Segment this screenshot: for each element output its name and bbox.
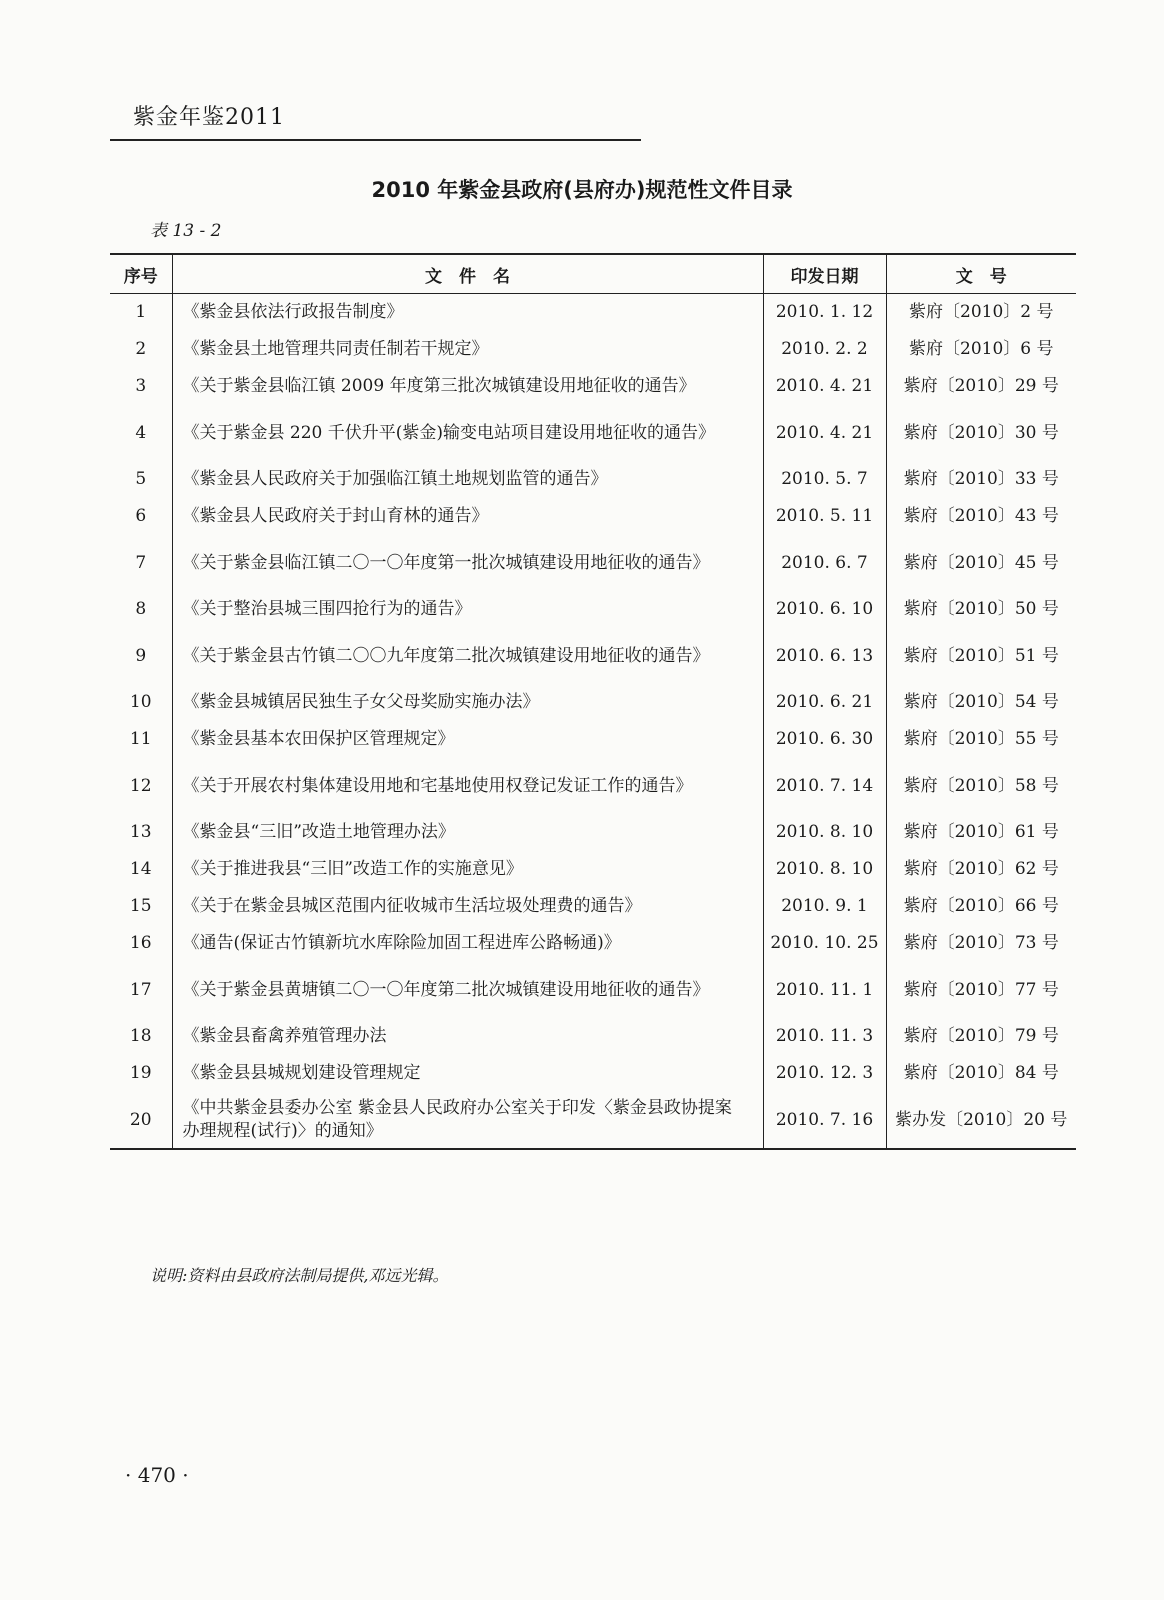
table-row	[110, 758, 1076, 814]
document-ref: 紫府〔2010〕66 号	[886, 888, 1076, 925]
table-row	[110, 1092, 1076, 1149]
row-number: 7	[135, 552, 147, 573]
document-ref: 紫府〔2010〕33 号	[886, 461, 1076, 498]
document-ref: 紫府〔2010〕45 号	[886, 535, 1076, 591]
table-row	[110, 498, 1076, 535]
running-head: 紫金年鉴2011	[133, 105, 285, 130]
document-name: 《通告(保证古竹镇新坑水库除险加固工程进库公路畅通)》	[172, 925, 763, 962]
row-number: 19	[129, 1063, 152, 1083]
issue-date: 2010. 6. 21	[763, 684, 886, 721]
row-number: 12	[129, 775, 152, 796]
issue-date: 2010. 12. 3	[763, 1055, 886, 1092]
table-row	[110, 1018, 1076, 1055]
row-number: 10	[129, 692, 152, 712]
table-row	[110, 851, 1076, 888]
row-number: 13	[129, 822, 152, 842]
issue-date: 2010. 8. 10	[763, 814, 886, 851]
table-row	[110, 721, 1076, 758]
table-row	[110, 684, 1076, 721]
issue-date: 2010. 6. 13	[763, 628, 886, 684]
column-header-date: 印发日期	[763, 254, 886, 294]
issue-date: 2010. 4. 21	[763, 368, 886, 405]
document-ref: 紫办发〔2010〕20 号	[886, 1092, 1076, 1149]
issue-date: 2010. 7. 16	[763, 1092, 886, 1149]
row-number: 18	[129, 1026, 152, 1046]
table-row	[110, 591, 1076, 628]
document-ref: 紫府〔2010〕73 号	[886, 925, 1076, 962]
row-number: 15	[129, 896, 152, 916]
issue-date: 2010. 4. 21	[763, 405, 886, 461]
table-row	[110, 294, 1076, 332]
row-number: 6	[135, 506, 147, 526]
document-name: 《紫金县“三旧”改造土地管理办法》	[172, 814, 763, 851]
document-ref: 紫府〔2010〕61 号	[886, 814, 1076, 851]
document-name: 《中共紫金县委办公室 紫金县人民政府办公室关于印发〈紫金县政协提案办理规程(试行)〉的通知》	[172, 1092, 763, 1149]
document-ref: 紫府〔2010〕30 号	[886, 405, 1076, 461]
document-name: 《关于紫金县黄塘镇二〇一〇年度第二批次城镇建设用地征收的通告》	[172, 962, 763, 1018]
row-number: 16	[129, 933, 152, 953]
document-name: 《紫金县畜禽养殖管理办法	[172, 1018, 763, 1055]
document-name: 《紫金县人民政府关于封山育林的通告》	[172, 498, 763, 535]
row-number: 8	[135, 599, 147, 619]
issue-date: 2010. 5. 11	[763, 498, 886, 535]
table-row	[110, 925, 1076, 962]
document-ref: 紫府〔2010〕84 号	[886, 1055, 1076, 1092]
column-header-number: 序号	[123, 266, 158, 287]
table-row	[110, 1055, 1076, 1092]
issue-date: 2010. 8. 10	[763, 851, 886, 888]
table-row	[110, 962, 1076, 1018]
page-number: · 470 ·	[125, 1463, 189, 1487]
document-ref: 紫府〔2010〕51 号	[886, 628, 1076, 684]
document-ref: 紫府〔2010〕6 号	[886, 331, 1076, 368]
document-name: 《紫金县城镇居民独生子女父母奖励实施办法》	[172, 684, 763, 721]
issue-date: 2010. 6. 30	[763, 721, 886, 758]
table-number: 表 13 - 2	[150, 221, 222, 241]
document-ref: 紫府〔2010〕43 号	[886, 498, 1076, 535]
issue-date: 2010. 6. 7	[763, 535, 886, 591]
document-name: 《紫金县土地管理共同责任制若干规定》	[172, 331, 763, 368]
table-row	[110, 368, 1076, 405]
issue-date: 2010. 7. 14	[763, 758, 886, 814]
document-ref: 紫府〔2010〕50 号	[886, 591, 1076, 628]
document-name: 《紫金县依法行政报告制度》	[172, 294, 763, 332]
issue-date: 2010. 1. 12	[763, 294, 886, 332]
document-ref: 紫府〔2010〕29 号	[886, 368, 1076, 405]
source-note: 说明:资料由县政府法制局提供,邓远光辑。	[150, 1266, 449, 1285]
document-ref: 紫府〔2010〕79 号	[886, 1018, 1076, 1055]
document-ref: 紫府〔2010〕62 号	[886, 851, 1076, 888]
row-number: 3	[135, 376, 147, 396]
document-name: 《关于在紫金县城区范围内征收城市生活垃圾处理费的通告》	[172, 888, 763, 925]
row-number: 2	[135, 339, 147, 359]
table-header-row	[110, 254, 1076, 294]
table-row	[110, 535, 1076, 591]
column-header-name: 文 件 名	[172, 254, 763, 294]
table-row	[110, 461, 1076, 498]
document-name: 《关于紫金县临江镇 2009 年度第三批次城镇建设用地征收的通告》	[172, 368, 763, 405]
issue-date: 2010. 11. 3	[763, 1018, 886, 1055]
document-ref: 紫府〔2010〕77 号	[886, 962, 1076, 1018]
row-number: 9	[135, 645, 147, 666]
row-number: 11	[129, 729, 152, 749]
issue-date: 2010. 2. 2	[763, 331, 886, 368]
issue-date: 2010. 9. 1	[763, 888, 886, 925]
column-header-ref: 文 号	[886, 254, 1076, 294]
document-name: 《关于推进我县“三旧”改造工作的实施意见》	[172, 851, 763, 888]
issue-date: 2010. 5. 7	[763, 461, 886, 498]
document-name: 《紫金县人民政府关于加强临江镇土地规划监管的通告》	[172, 461, 763, 498]
document-ref: 紫府〔2010〕54 号	[886, 684, 1076, 721]
document-name: 《关于开展农村集体建设用地和宅基地使用权登记发证工作的通告》	[172, 758, 763, 814]
row-number: 1	[135, 302, 147, 322]
table-row	[110, 814, 1076, 851]
document-name: 《关于紫金县临江镇二〇一〇年度第一批次城镇建设用地征收的通告》	[172, 535, 763, 591]
row-number: 4	[135, 422, 147, 443]
row-number: 14	[129, 859, 152, 879]
page-title: 2010 年紫金县政府(县府办)规范性文件目录	[371, 178, 793, 202]
document-ref: 紫府〔2010〕55 号	[886, 721, 1076, 758]
row-number: 17	[129, 979, 152, 1000]
row-number: 5	[135, 469, 147, 489]
issue-date: 2010. 11. 1	[763, 962, 886, 1018]
document-name: 《关于紫金县古竹镇二〇〇九年度第二批次城镇建设用地征收的通告》	[172, 628, 763, 684]
table-row	[110, 888, 1076, 925]
table-row	[110, 628, 1076, 684]
table-row	[110, 331, 1076, 368]
issue-date: 2010. 6. 10	[763, 591, 886, 628]
document-ref: 紫府〔2010〕2 号	[886, 294, 1076, 332]
header-rule	[110, 139, 641, 141]
document-name: 《紫金县基本农田保护区管理规定》	[172, 721, 763, 758]
document-name: 《紫金县县城规划建设管理规定	[172, 1055, 763, 1092]
document-name: 《关于整治县城三围四抢行为的通告》	[172, 591, 763, 628]
table-row	[110, 405, 1076, 461]
document-catalog-table	[110, 253, 1076, 1150]
issue-date: 2010. 10. 25	[763, 925, 886, 962]
row-number: 20	[129, 1109, 152, 1130]
document-name: 《关于紫金县 220 千伏升平(紫金)输变电站项目建设用地征收的通告》	[172, 405, 763, 461]
document-ref: 紫府〔2010〕58 号	[886, 758, 1076, 814]
